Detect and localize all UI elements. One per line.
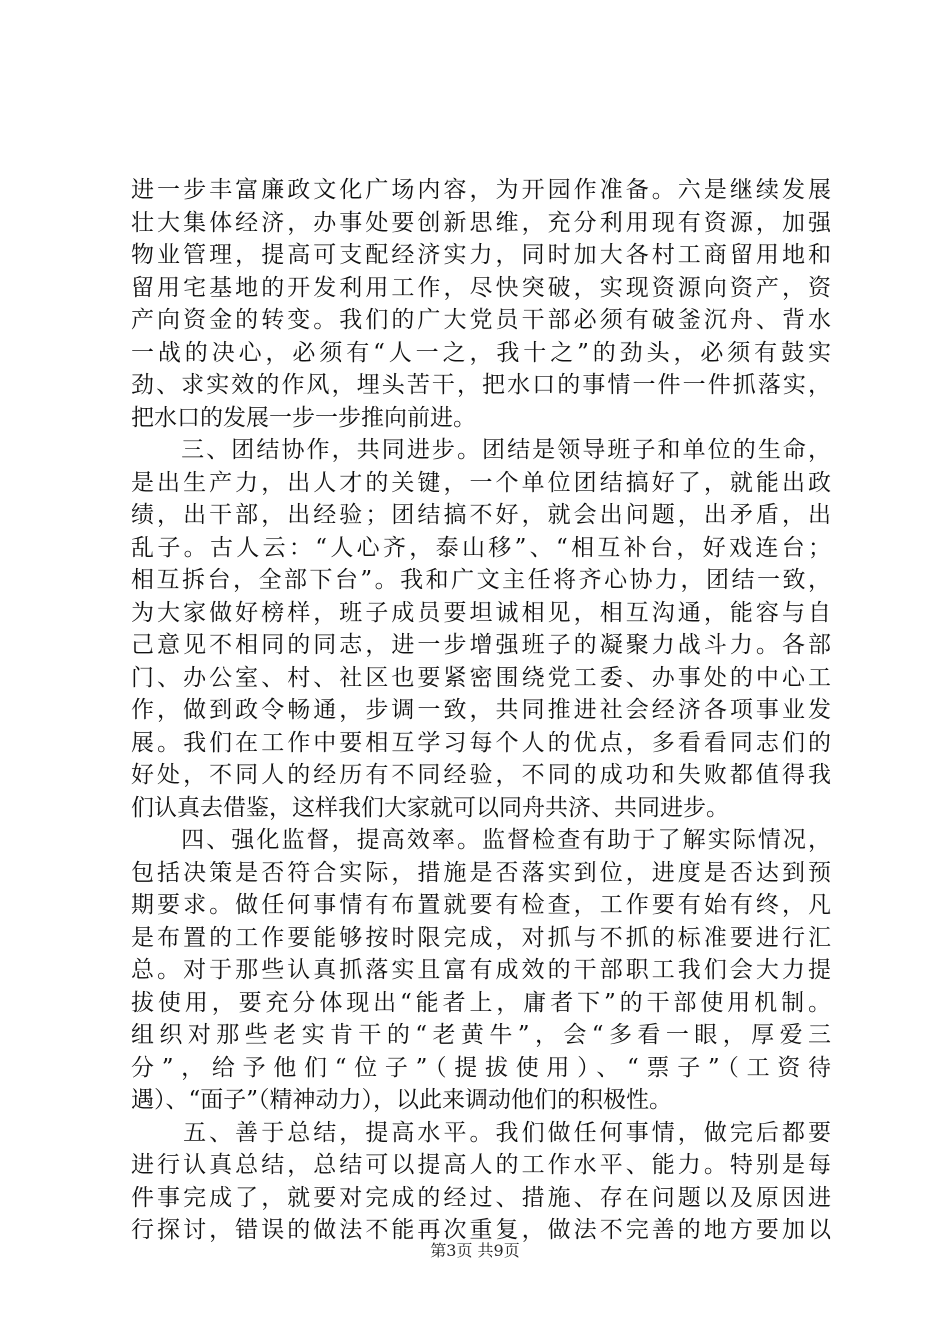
text-line: 拔使用，要充分体现出“能者上，庸者下”的干部使用机制。 — [131, 989, 831, 1016]
text-line: 是布置的工作要能够按时限完成，对抓与不抓的标准要进行汇 — [131, 924, 831, 951]
text-line: 好处，不同人的经历有不同经验，不同的成功和失败都值得我 — [131, 762, 831, 788]
text-line: 留用宅基地的开发利用工作，尽快突破，实现资源向资产，资 — [131, 274, 831, 301]
text-line: 是出生产力，出人才的关键，一个单位团结搞好了，就能出政 — [131, 469, 831, 496]
text-line: 为大家做好榜样，班子成员要坦诚相见，相互沟通，能容与自 — [131, 599, 831, 626]
text-line: 三、团结协作，共同进步。团结是领导班子和单位的生命， — [131, 437, 831, 463]
page-footer: 第3页 共9页 — [430, 1241, 520, 1260]
text-line: 分”，给予他们“位子”（提拔使用）、“票子”（工资待 — [131, 1054, 831, 1081]
text-line: 们认真去借鉴，这样我们大家就可以同舟共济、共同进步。 — [131, 794, 729, 821]
text-line: 壮大集体经济，办事处要创新思维，充分利用现有资源，加强 — [131, 209, 831, 236]
text-line: 件事完成了，就要对完成的经过、措施、存在问题以及原因进 — [131, 1184, 831, 1211]
text-line: 相互拆台，全部下台”。我和广文主任将齐心协力，团结一致， — [131, 567, 831, 593]
text-line: 总。对于那些认真抓落实且富有成效的干部职工我们会大力提 — [131, 957, 831, 983]
text-line: 门、办公室、村、社区也要紧密围绕党工委、办事处的中心工 — [131, 664, 831, 691]
text-line: 乱子。古人云：“人心齐，泰山移”、“相互补台，好戏连台； — [131, 534, 831, 561]
text-line: 进一步丰富廉政文化广场内容，为开园作准备。六是继续发展 — [131, 177, 831, 203]
text-line: 四、强化监督，提高效率。监督检查有助于了解实际情况， — [131, 827, 831, 853]
text-line: 物业管理，提高可支配经济实力，同时加大各村工商留用地和 — [131, 242, 831, 268]
text-line: 遇）、“面子”（精神动力），以此来调动他们的积极性。 — [131, 1087, 673, 1113]
text-line: 进行认真总结，总结可以提高人的工作水平、能力。特别是每 — [131, 1152, 831, 1178]
text-line: 把水口的发展一步一步推向前进。 — [131, 404, 476, 431]
text-line: 五、善于总结，提高水平。我们做任何事情，做完后都要 — [131, 1119, 831, 1146]
text-line: 己意见不相同的同志，进一步增强班子的凝聚力战斗力。各部 — [131, 632, 831, 658]
text-line: 组织对那些老实肯干的“老黄牛”，会“多看一眼，厚爱三 — [131, 1022, 831, 1048]
text-line: 劲、求实效的作风，埋头苦干，把水口的事情一件一件抓落实， — [131, 372, 831, 398]
text-line: 行探讨，错误的做法不能再次重复，做法不完善的地方要加以 — [131, 1217, 831, 1243]
document-body — [131, 174, 831, 1247]
text-line: 绩，出干部，出经验；团结搞不好，就会出问题，出矛盾，出 — [131, 502, 831, 528]
text-line: 包括决策是否符合实际，措施是否落实到位，进度是否达到预 — [131, 859, 831, 886]
text-line: 产向资金的转变。我们的广大党员干部必须有破釜沉舟、背水 — [131, 307, 831, 333]
text-line: 期要求。做任何事情有布置就要有检查，工作要有始有终，凡 — [131, 892, 831, 918]
text-line: 展。我们在工作中要相互学习每个人的优点，多看看同志们的 — [131, 729, 831, 756]
text-line: 一战的决心，必须有“人一之，我十之”的劲头，必须有鼓实 — [131, 339, 831, 366]
text-line: 作，做到政令畅通，步调一致，共同推进社会经济各项事业发 — [131, 697, 831, 723]
